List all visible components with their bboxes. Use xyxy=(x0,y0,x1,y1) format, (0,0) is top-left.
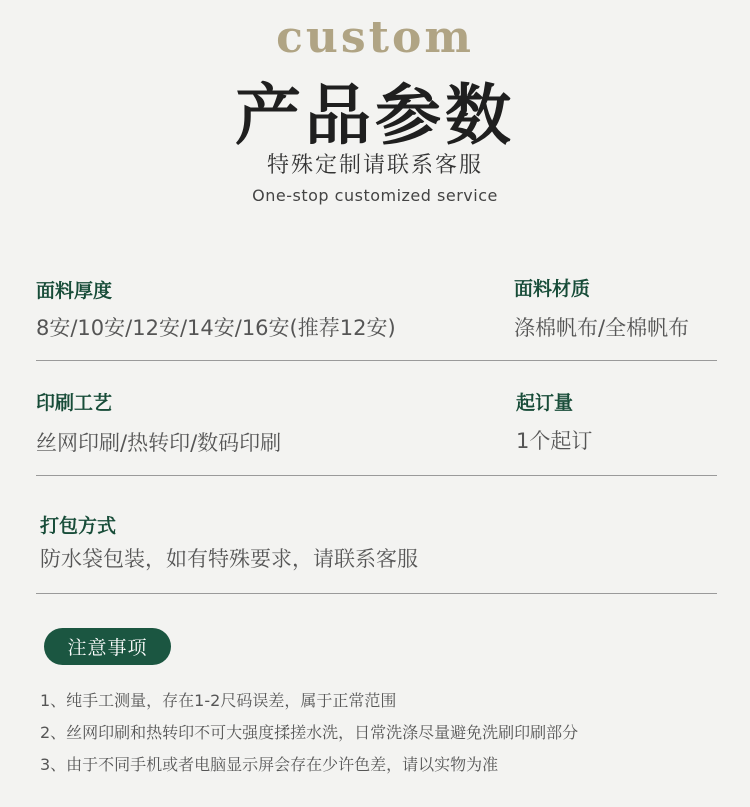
divider xyxy=(36,475,717,476)
fabric-thickness-value: 8安/10安/12安/14安/16安(推荐12安) xyxy=(36,316,396,340)
min-order-value: 1个起订 xyxy=(516,429,593,453)
notes-badge: 注意事项 xyxy=(44,628,171,665)
custom-heading: custom xyxy=(276,12,474,63)
packaging-value: 防水袋包装，如有特殊要求，请联系客服 xyxy=(40,547,418,571)
printing-process-value: 丝网印刷/热转印/数码印刷 xyxy=(36,431,282,455)
fabric-material-value: 涤棉帆布/全棉帆布 xyxy=(514,316,690,340)
page-title: 产品参数 xyxy=(235,76,515,154)
note-item-3: 3、由于不同手机或者电脑显示屏会存在少许色差，请以实物为准 xyxy=(40,755,499,774)
packaging-label: 打包方式 xyxy=(40,515,117,537)
divider xyxy=(36,593,717,594)
printing-process-label: 印刷工艺 xyxy=(36,392,113,414)
note-item-2: 2、丝网印刷和热转印不可大强度揉搓水洗，日常洗涤尽量避免洗刷印刷部分 xyxy=(40,723,579,742)
fabric-material-label: 面料材质 xyxy=(514,278,591,300)
page-subtitle: 特殊定制请联系客服 xyxy=(266,153,483,178)
fabric-thickness-label: 面料厚度 xyxy=(36,280,113,302)
page-subtitle-english: One-stop customized service xyxy=(252,186,498,205)
note-item-1: 1、纯手工测量，存在1-2尺码误差，属于正常范围 xyxy=(40,691,397,710)
divider xyxy=(36,360,717,361)
min-order-label: 起订量 xyxy=(516,392,574,414)
